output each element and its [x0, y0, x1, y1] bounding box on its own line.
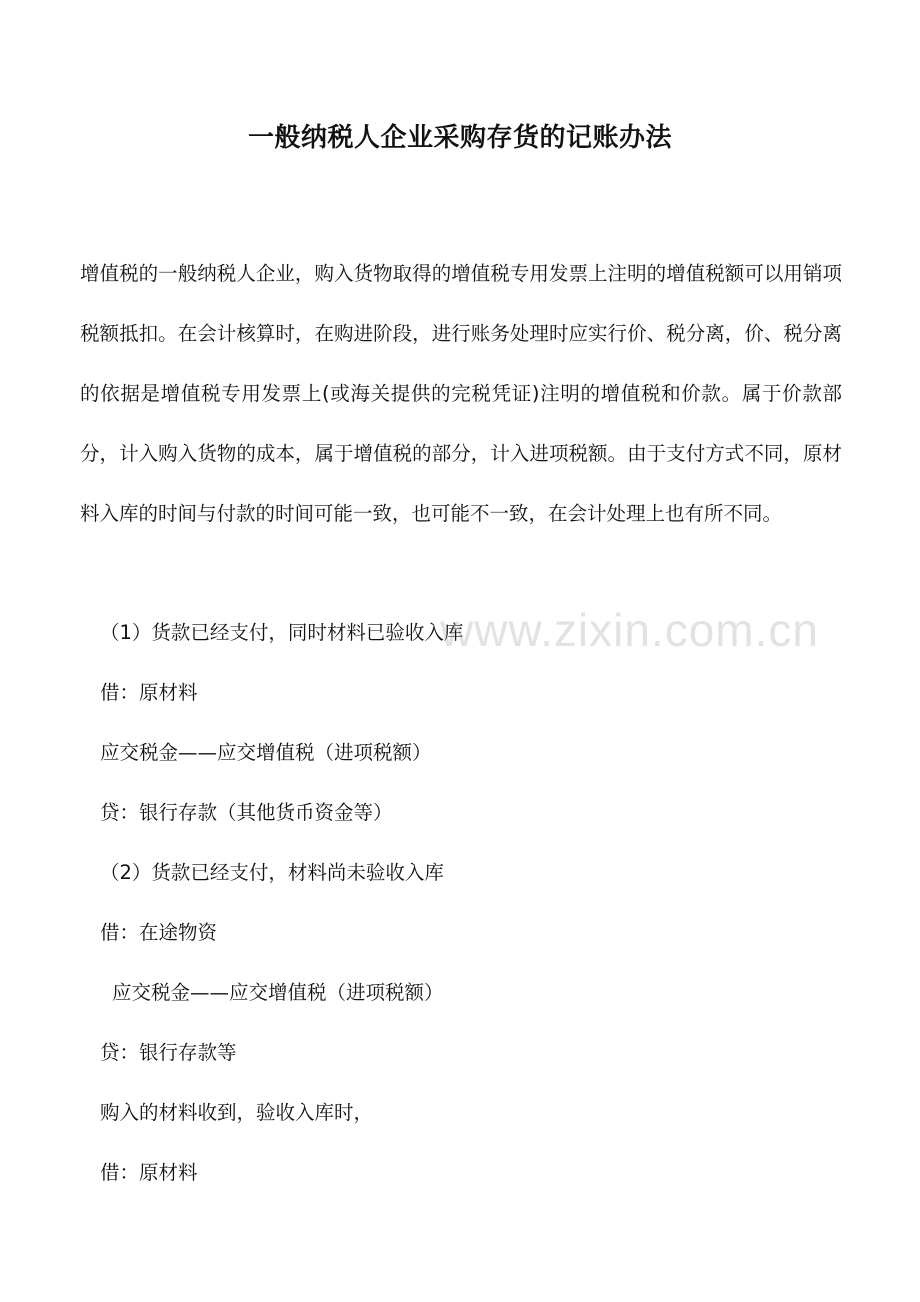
case-2-heading: （2）货款已经支付，材料尚未验收入库: [100, 861, 444, 884]
case-1-debit-line: 借：原材料: [100, 681, 198, 704]
receipt-note-line: 购入的材料收到，验收入库时，: [100, 1101, 374, 1124]
case-2-tax-line: 应交税金——应交增值税（进项税额）: [112, 981, 444, 1004]
case-2-credit-line: 贷：银行存款等: [100, 1041, 237, 1064]
case-1-credit-line: 贷：银行存款（其他货币资金等）: [100, 801, 393, 824]
receipt-debit-line: 借：原材料: [100, 1161, 198, 1184]
intro-paragraph: 增值税的一般纳税人企业，购入货物取得的增值税专用发票上注明的增值税额可以用销项税额抵扣。在会计核算时，在购进阶段，进行账务处理时应实行价、税分离，价、税分离的依据是增值税专用发票上(或海关提供的完税凭证)注明的增值税和价款。属于价款部分，计入购入货物的成本，属于增值税的部分，计入进项税额。由于支付方式不同，原材料入库的时间与付款的时间可能一致，也可能不一致，在会计处理上也有所不同。: [80, 262, 842, 525]
document-title: 一般纳税人企业采购存货的记账办法: [247, 123, 672, 153]
case-1-heading: （1）货款已经支付，同时材料已验收入库: [100, 621, 464, 644]
watermark-text: www.zixin.com.cn: [440, 604, 819, 656]
case-1-tax-line: 应交税金——应交增值税（进项税额）: [100, 741, 432, 764]
case-2-debit-line: 借：在途物资: [100, 921, 218, 944]
